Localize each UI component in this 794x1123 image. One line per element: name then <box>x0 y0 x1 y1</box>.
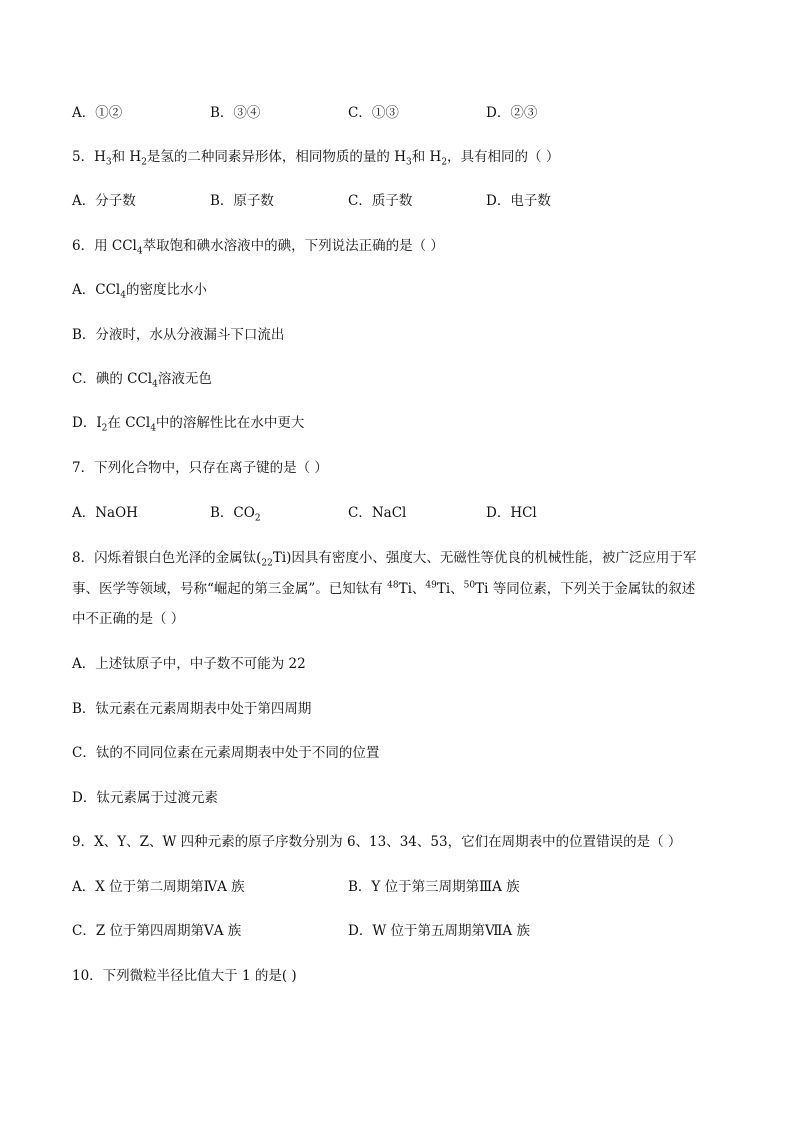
q8-option-c: C．钛的不同同位素在元素周期表中处于不同的位置 <box>72 745 380 761</box>
q5-option-c: C．质子数 <box>348 193 413 209</box>
q6-option-c: C．碘的 CCl$_4$溶液无色 <box>72 371 212 390</box>
q4-option-d: D．②③ <box>486 105 538 121</box>
q9-option-c: C．Z 位于第四周期第ⅤA 族 <box>72 923 242 939</box>
q9-option-a: A．X 位于第二周期第ⅣA 族 <box>72 879 245 895</box>
q8-option-d: D．钛元素属于过渡元素 <box>72 790 218 806</box>
q5-option-d: D．电子数 <box>486 193 551 209</box>
q8-stem-line-2: 事、医学等领域，号称“崛起的第三金属”。已知钛有 $^{48}$Ti、$^{49}$Ti、$^{50}$Ti 等同位素，下列关于金属钛的叙述 <box>72 580 696 597</box>
q7-stem: 7．下列化合物中，只存在离子键的是（ ） <box>72 460 328 476</box>
q8-option-a: A．上述钛原子中，中子数不可能为 22 <box>72 656 306 672</box>
q7-option-a: A．NaOH <box>72 505 138 521</box>
q7-option-b: B．$CO_2$ <box>210 505 261 524</box>
q4-option-a: A．①② <box>72 105 123 121</box>
q9-option-b: B．Y 位于第三周期第ⅢA 族 <box>348 879 520 895</box>
q10-stem: 10．下列微粒半径比值大于 1 的是( ) <box>72 968 297 984</box>
q5-stem: 5．$H_3$和 $H_2$是氢的二种同素异形体，相同物质的量的 $H_3$和 $H_2$，具有相同的（ ） <box>72 149 560 168</box>
q9-option-d: D．W 位于第五周期第ⅦA 族 <box>348 923 530 939</box>
q7-option-d: D．HCl <box>486 505 537 521</box>
q8-option-b: B．钛元素在元素周期表中处于第四周期 <box>72 701 312 717</box>
q8-stem-line-3: 中不正确的是（ ） <box>72 611 185 627</box>
q6-stem: 6．用 CCl$_4$萃取饱和碘水溶液中的碘，下列说法正确的是（ ） <box>72 238 444 257</box>
q9-stem: 9．X、Y、Z、W 四种元素的原子序数分别为 6、13、34、53，它们在周期表中的位置错误的是（ ） <box>72 834 682 850</box>
q6-option-b: B．分液时，水从分液漏斗下口流出 <box>72 327 285 343</box>
q7-option-c: C．NaCl <box>348 505 407 521</box>
q5-option-a: A．分子数 <box>72 193 136 209</box>
q5-option-b: B．原子数 <box>210 193 274 209</box>
q8-stem-line-1: 8．闪烁着银白色光泽的金属钛$(_{22}Ti)$因具有密度小、强度大、无磁性等优良的机械性能，被广泛应用于军 <box>72 550 697 569</box>
q6-option-d: D．$I_2$在 CCl$_4$中的溶解性比在水中更大 <box>72 415 305 434</box>
q6-option-a: A．CCl$_4$的密度比水小 <box>72 282 207 301</box>
q4-option-c: C．①③ <box>348 105 399 121</box>
q4-option-b: B．③④ <box>210 105 261 121</box>
